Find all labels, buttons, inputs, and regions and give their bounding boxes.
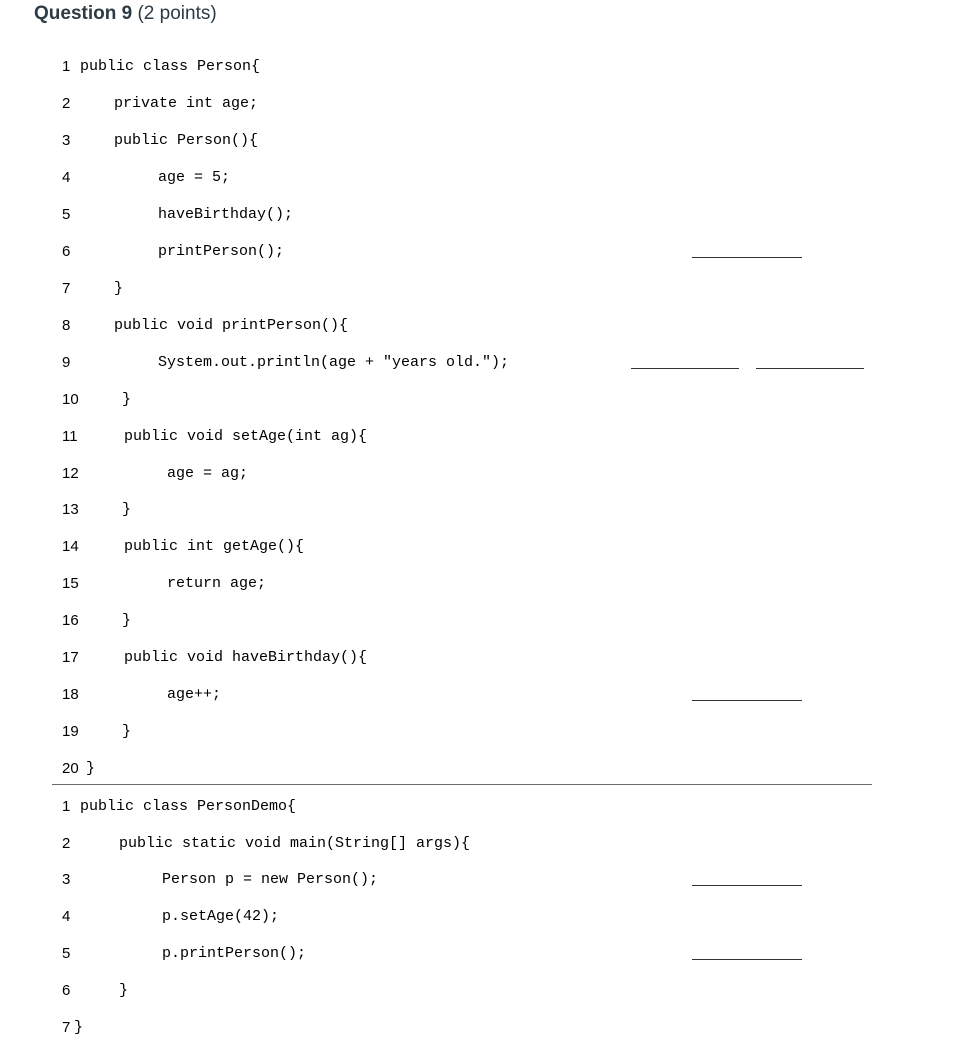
line-number: 17 xyxy=(62,649,79,666)
answer-blank[interactable] xyxy=(692,257,802,258)
code-text: p.printPerson(); xyxy=(162,945,307,962)
answer-blank[interactable] xyxy=(692,700,802,701)
code-text: } xyxy=(114,280,124,297)
line-number: 8 xyxy=(62,317,71,334)
line-number: 10 xyxy=(62,391,79,408)
section-divider xyxy=(52,784,872,785)
code-text: public class Person{ xyxy=(80,58,261,75)
code-text: } xyxy=(86,760,96,777)
code-text: public void setAge(int ag){ xyxy=(124,428,368,445)
code-text: public int getAge(){ xyxy=(124,538,305,555)
code-text: printPerson(); xyxy=(158,243,285,260)
code-text: public Person(){ xyxy=(114,132,259,149)
question-title: Question 9 xyxy=(34,3,133,24)
code-text: haveBirthday(); xyxy=(158,206,294,223)
question-points: (2 points) xyxy=(137,3,217,24)
code-text: p.setAge(42); xyxy=(162,908,280,925)
line-number: 6 xyxy=(62,243,71,260)
code-text: System.out.println(age + "years old."); xyxy=(158,354,510,371)
line-number: 4 xyxy=(62,908,71,925)
code-text: private int age; xyxy=(114,95,259,112)
line-number: 2 xyxy=(62,95,71,112)
line-number: 1 xyxy=(62,58,71,75)
answer-blank[interactable] xyxy=(692,959,802,960)
code-text: public void haveBirthday(){ xyxy=(124,649,368,666)
line-number: 16 xyxy=(62,612,79,629)
answer-blank[interactable] xyxy=(692,885,802,886)
code-text: public static void main(String[] args){ xyxy=(119,835,471,852)
line-number: 6 xyxy=(62,982,71,999)
line-number: 5 xyxy=(62,945,71,962)
code-text: } xyxy=(74,1019,84,1036)
line-number: 5 xyxy=(62,206,71,223)
line-number: 12 xyxy=(62,465,79,482)
line-number: 9 xyxy=(62,354,71,371)
code-text: } xyxy=(122,612,132,629)
code-text: return age; xyxy=(167,575,267,592)
code-text: age = 5; xyxy=(158,169,231,186)
code-text: public void printPerson(){ xyxy=(114,317,349,334)
line-number: 3 xyxy=(62,871,71,888)
question-header xyxy=(34,2,217,26)
line-number: 13 xyxy=(62,501,79,518)
answer-blank[interactable] xyxy=(631,368,739,369)
line-number: 15 xyxy=(62,575,79,592)
line-number: 18 xyxy=(62,686,79,703)
code-text: public class PersonDemo{ xyxy=(80,798,297,815)
answer-blank[interactable] xyxy=(756,368,864,369)
code-text: age = ag; xyxy=(167,465,249,482)
line-number: 11 xyxy=(62,428,78,445)
code-text: } xyxy=(122,501,132,518)
line-number: 7 xyxy=(62,1019,71,1036)
line-number: 4 xyxy=(62,169,71,186)
line-number: 7 xyxy=(62,280,71,297)
code-text: } xyxy=(122,391,132,408)
code-text: age++; xyxy=(167,686,222,703)
code-text: Person p = new Person(); xyxy=(162,871,379,888)
line-number: 1 xyxy=(62,798,71,815)
line-number: 20 xyxy=(62,760,79,777)
code-text: } xyxy=(119,982,129,999)
code-text: } xyxy=(122,723,132,740)
line-number: 14 xyxy=(62,538,79,555)
line-number: 2 xyxy=(62,835,71,852)
line-number: 19 xyxy=(62,723,79,740)
line-number: 3 xyxy=(62,132,71,149)
